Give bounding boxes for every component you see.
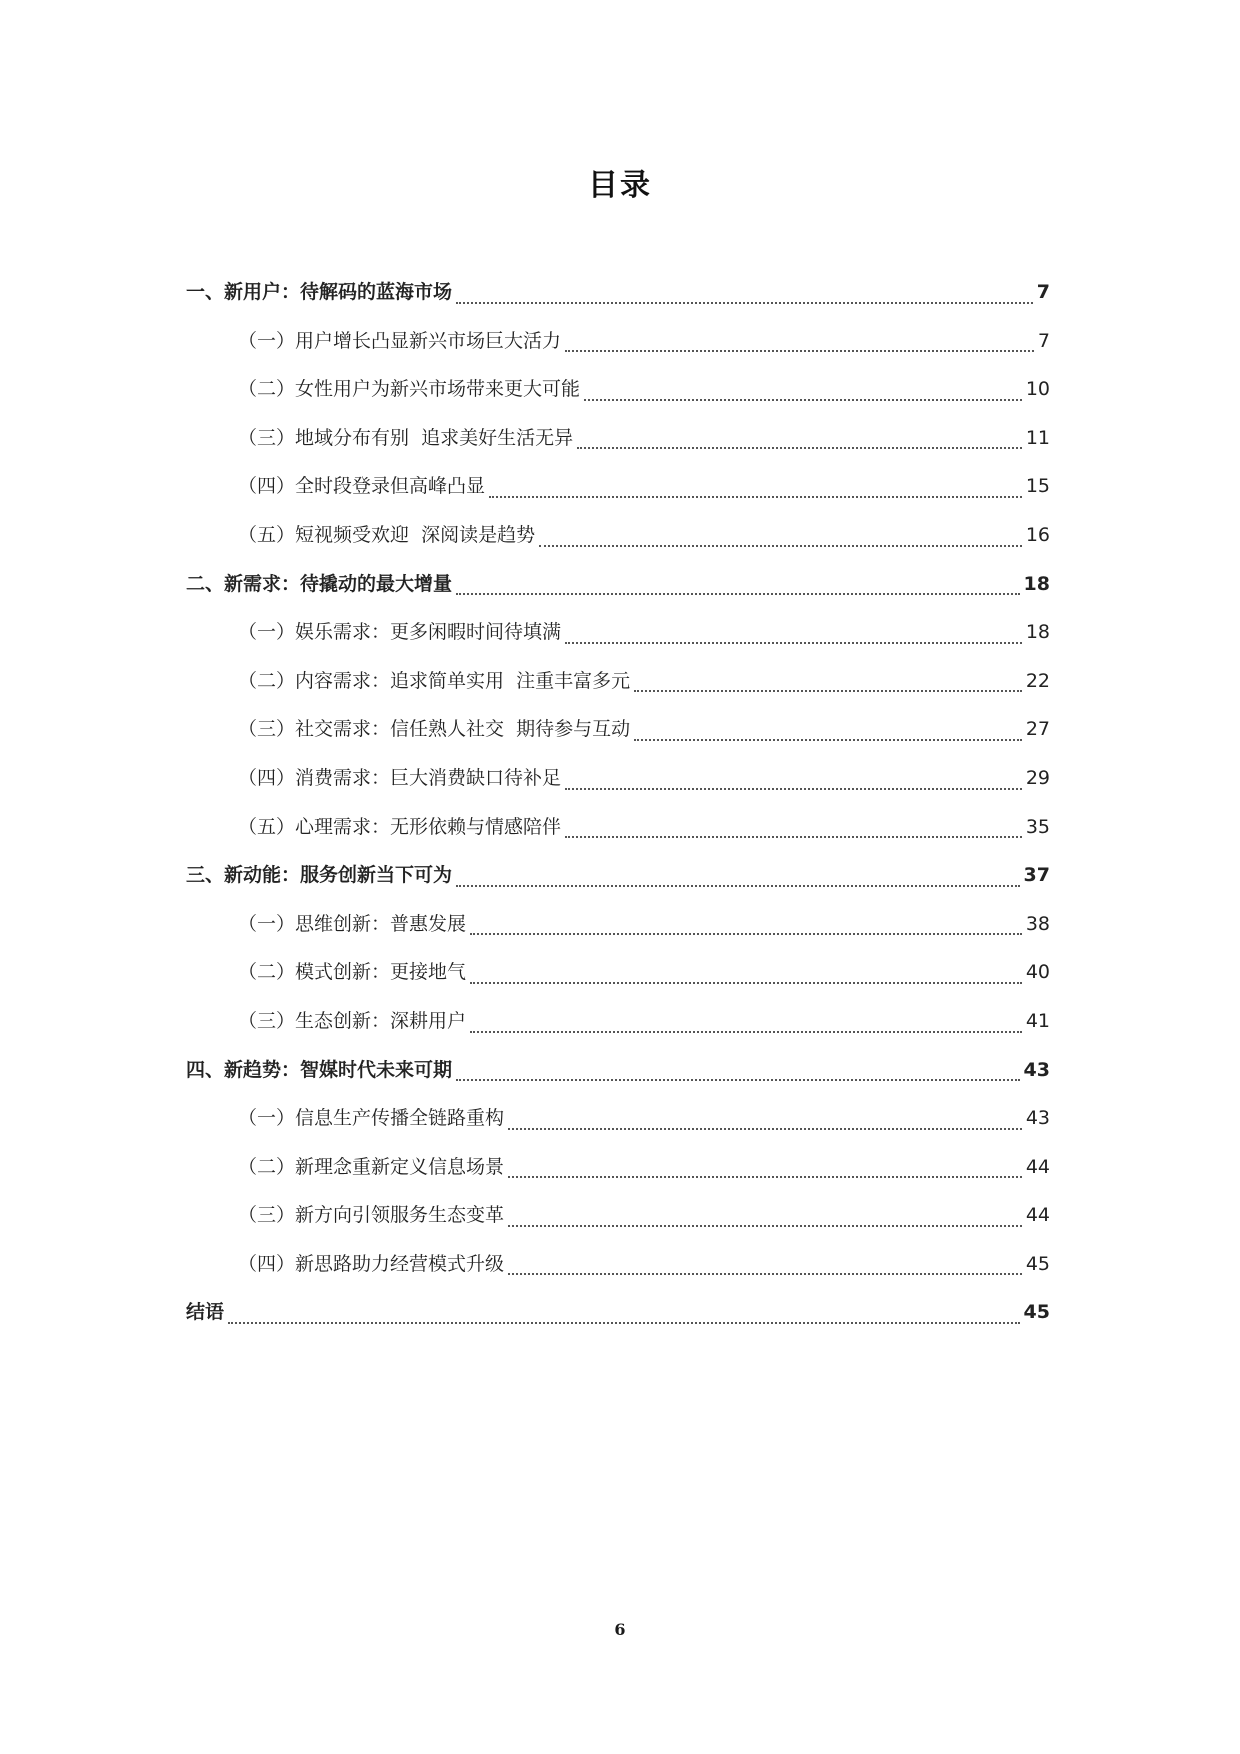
toc-dot-leader	[508, 1127, 1022, 1130]
toc-dot-leader	[228, 1321, 1020, 1324]
toc-entry-page: 7	[1037, 329, 1050, 352]
toc-section-entry[interactable]	[186, 1046, 1050, 1095]
toc-entry-label: 一、新用户：待解码的蓝海市场	[186, 281, 453, 303]
toc-dot-leader	[565, 787, 1022, 790]
page-title: 目录	[588, 168, 652, 203]
toc-entry-label: （二）模式创新：更接地气	[238, 961, 467, 984]
toc-subsection-entry[interactable]	[186, 948, 1050, 997]
toc-entry-label: 二、新需求：待撬动的最大增量	[186, 572, 453, 595]
toc-entry-label: （二）新理念重新定义信息场景	[238, 1155, 505, 1178]
toc-subsection-entry[interactable]	[186, 317, 1050, 366]
table-of-contents	[186, 268, 1050, 1337]
toc-entry-label: （三）新方向引领服务生态变革	[238, 1204, 505, 1227]
toc-dot-leader	[634, 689, 1022, 692]
toc-entry-label: 结语	[186, 1301, 225, 1324]
toc-dot-leader	[456, 301, 1033, 304]
toc-entry-label: 三、新动能：服务创新当下可为	[186, 864, 453, 887]
toc-entry-label: （一）思维创新：普惠发展	[238, 912, 467, 935]
toc-subsection-entry[interactable]	[186, 900, 1050, 949]
toc-subsection-entry[interactable]	[186, 414, 1050, 463]
toc-subsection-entry[interactable]	[186, 1143, 1050, 1192]
toc-dot-leader	[565, 641, 1022, 644]
toc-section-entry[interactable]	[186, 268, 1050, 317]
toc-entry-page: 7	[1036, 281, 1050, 303]
toc-entry-label: （一）信息生产传播全链路重构	[238, 1107, 505, 1130]
toc-entry-page: 43	[1023, 1058, 1050, 1081]
toc-subsection-entry[interactable]	[186, 462, 1050, 511]
toc-entry-page: 22	[1025, 669, 1050, 692]
toc-entry-page: 18	[1023, 572, 1050, 595]
toc-section-entry[interactable]	[186, 560, 1050, 609]
toc-dot-leader	[508, 1175, 1022, 1178]
toc-dot-leader	[634, 738, 1022, 741]
toc-dot-leader	[584, 398, 1022, 401]
toc-entry-label: （二）内容需求：追求简单实用 注重丰富多元	[238, 669, 631, 692]
toc-entry-page: 44	[1025, 1155, 1050, 1178]
toc-dot-leader	[508, 1272, 1022, 1275]
toc-entry-page: 10	[1025, 378, 1050, 401]
toc-subsection-entry[interactable]	[186, 803, 1050, 852]
toc-subsection-entry[interactable]	[186, 608, 1050, 657]
toc-entry-label: （五）短视频受欢迎 深阅读是趋势	[238, 523, 536, 546]
toc-entry-page: 18	[1025, 621, 1050, 644]
toc-entry-page: 29	[1025, 766, 1050, 789]
toc-section-entry[interactable]	[186, 1288, 1050, 1337]
toc-entry-label: 四、新趋势：智媒时代未来可期	[186, 1058, 453, 1081]
toc-dot-leader	[456, 1078, 1020, 1081]
toc-dot-leader	[456, 884, 1020, 887]
toc-entry-page: 16	[1025, 523, 1050, 546]
toc-subsection-entry[interactable]	[186, 997, 1050, 1046]
toc-subsection-entry[interactable]	[186, 657, 1050, 706]
toc-entry-label: （四）新思路助力经营模式升级	[238, 1252, 505, 1275]
toc-entry-label: （四）全时段登录但高峰凸显	[238, 475, 486, 498]
toc-entry-page: 45	[1023, 1301, 1050, 1324]
toc-entry-page: 15	[1025, 475, 1050, 498]
toc-subsection-entry[interactable]	[186, 1094, 1050, 1143]
toc-entry-page: 37	[1023, 864, 1050, 887]
toc-subsection-entry[interactable]	[186, 365, 1050, 414]
toc-entry-label: （三）社交需求：信任熟人社交 期待参与互动	[238, 718, 631, 741]
toc-entry-page: 40	[1025, 961, 1050, 984]
toc-dot-leader	[508, 1224, 1022, 1227]
toc-entry-label: （三）地域分布有别 追求美好生活无异	[238, 426, 574, 449]
toc-entry-page: 11	[1025, 426, 1050, 449]
toc-dot-leader	[577, 446, 1022, 449]
toc-dot-leader	[489, 495, 1022, 498]
toc-dot-leader	[565, 835, 1022, 838]
toc-entry-label: （一）娱乐需求：更多闲暇时间待填满	[238, 621, 562, 644]
toc-subsection-entry[interactable]	[186, 754, 1050, 803]
toc-entry-page: 45	[1025, 1252, 1050, 1275]
toc-entry-page: 27	[1025, 718, 1050, 741]
toc-entry-label: （二）女性用户为新兴市场带来更大可能	[238, 378, 581, 401]
toc-entry-label: （一）用户增长凸显新兴市场巨大活力	[238, 329, 562, 352]
toc-subsection-entry[interactable]	[186, 1191, 1050, 1240]
toc-entry-page: 38	[1025, 912, 1050, 935]
toc-subsection-entry[interactable]	[186, 705, 1050, 754]
toc-entry-page: 43	[1025, 1107, 1050, 1130]
toc-dot-leader	[565, 349, 1034, 352]
page-number: 6	[614, 1620, 626, 1639]
toc-dot-leader	[470, 1030, 1022, 1033]
toc-entry-label: （四）消费需求：巨大消费缺口待补足	[238, 766, 562, 789]
toc-dot-leader	[456, 592, 1020, 595]
toc-subsection-entry[interactable]	[186, 511, 1050, 560]
toc-section-entry[interactable]	[186, 851, 1050, 900]
toc-entry-page: 41	[1025, 1009, 1050, 1032]
toc-dot-leader	[470, 981, 1022, 984]
toc-entry-page: 35	[1025, 815, 1050, 838]
toc-entry-page: 44	[1025, 1204, 1050, 1227]
toc-entry-label: （五）心理需求：无形依赖与情感陪伴	[238, 815, 562, 838]
toc-dot-leader	[470, 932, 1022, 935]
toc-dot-leader	[539, 544, 1022, 547]
toc-subsection-entry[interactable]	[186, 1240, 1050, 1289]
toc-entry-label: （三）生态创新：深耕用户	[238, 1009, 467, 1032]
